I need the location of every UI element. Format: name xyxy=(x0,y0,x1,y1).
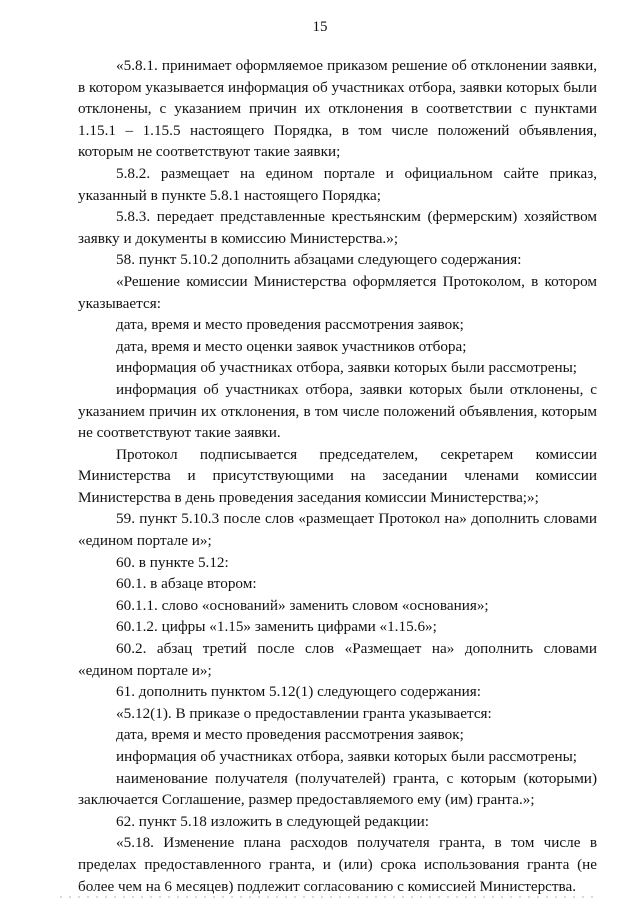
paragraph-decision-intro: «Решение комиссии Министерства оформляется Протоколом, в котором указывается: xyxy=(78,272,597,312)
paragraph-list-item: дата, время и место оценки заявок участников отбора; xyxy=(116,337,467,355)
paragraph-list-item: информация об участниках отбора, заявки которых были отклонены, с указанием причин их отклонения, в том числе положений объявления, которым не соответствуют такие заявки. xyxy=(78,380,597,442)
page-number: 15 xyxy=(312,19,328,35)
paragraph-item-60-1: 60.1. в абзаце втором: xyxy=(116,575,257,593)
paragraph-protocol-signing: Протокол подписывается председателем, секретарем комиссии Министерства и присутствующими на заседании членами комиссии Министерства в день проведения заседания комиссии Министерства;»; xyxy=(78,445,597,506)
paragraph-item-60-2: 60.2. абзац третий после слов «Размещает на» дополнить словами «едином портале и»; xyxy=(78,640,597,679)
paragraph-list-item: дата, время и место проведения рассмотрения заявок; xyxy=(116,316,464,334)
paragraph-5-12-1: «5.12(1). В приказе о предоставлении гранта указывается: xyxy=(116,704,492,722)
paragraph-5-18: «5.18. Изменение плана расходов получателя гранта, в том числе в пределах предоставленного гранта, и (или) срока использования гранта (не более чем на 6 месяцев) подлежит согласованию с комиссией Министерства. xyxy=(78,834,597,895)
paragraph-item-61: 61. дополнить пунктом 5.12(1) следующего содержания: xyxy=(116,683,481,701)
paragraph-item-60-1-1: 60.1.1. слово «оснований» заменить словом «основания»; xyxy=(116,596,489,614)
paragraph-5-8-3: 5.8.3. передает представленные крестьянским (фермерским) хозяйством заявку и документы в комиссию Министерства.»; xyxy=(78,208,597,247)
paragraph-item-60: 60. в пункте 5.12: xyxy=(116,553,229,571)
paragraph-item-59: 59. пункт 5.10.3 после слов «размещает Протокол на» дополнить словами «едином портале и»; xyxy=(78,510,597,550)
paragraph-5-8-2: 5.8.2. размещает на едином портале и официальном сайте приказ, указанный в пункте 5.8.1 настоящего Порядка; xyxy=(78,164,597,204)
paragraph-list-item: дата, время и место проведения рассмотрения заявок; xyxy=(116,726,464,744)
paragraph-list-item: наименование получателя (получателей) гранта, с которым (которыми) заключается Соглашение, размер предоставляемого ему (им) гранта.»; xyxy=(78,769,597,809)
paragraph-list-item: информация об участниках отбора, заявки которых были рассмотрены; xyxy=(116,359,578,377)
paragraph-5-8-1: «5.8.1. принимает оформляемое приказом решение об отклонении заявки, в котором указывается информация об участниках отбора, заявки которых были отклонены, с указанием причин их отклонения в соответствии с пунктами 1.15.1 – 1.15.5 настоящего Порядка, в том числе положений объявления, которым не соответствуют такие заявки; xyxy=(78,57,597,161)
paragraph-item-58: 58. пункт 5.10.2 дополнить абзацами следующего содержания: xyxy=(116,251,522,269)
document-body xyxy=(78,55,597,897)
paragraph-item-60-1-2: 60.1.2. цифры «1.15» заменить цифрами «1.15.6»; xyxy=(116,618,437,636)
scan-edge-artifact xyxy=(60,896,600,898)
paragraph-item-62: 62. пункт 5.18 изложить в следующей редакции: xyxy=(116,812,429,830)
paragraph-list-item: информация об участниках отбора, заявки которых были рассмотрены; xyxy=(116,748,578,765)
